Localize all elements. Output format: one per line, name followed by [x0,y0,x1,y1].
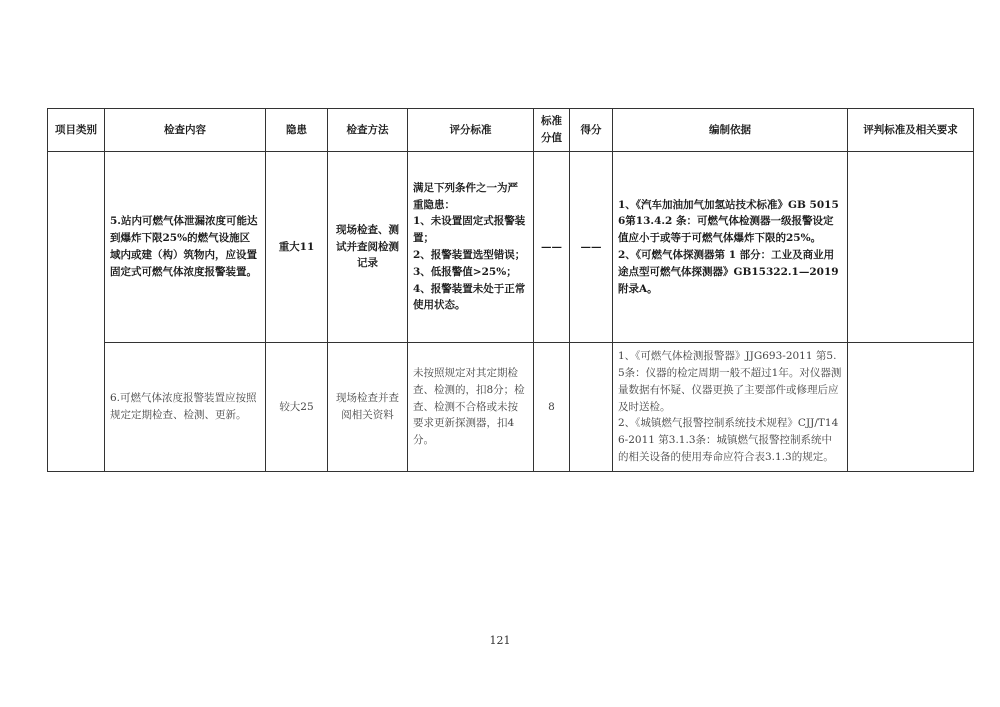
cell-criteria [408,152,534,343]
cell-hazard: 较大25 [266,343,328,472]
criteria-line: 2、报警装置选型错误； [413,249,526,261]
header-content: 检查内容 [105,109,266,152]
cell-content: 6.可燃气体浓度报警装置应按照规定定期检查、检测、更新。 [105,343,266,472]
basis-line: 1、《汽车加油加气加氢站技术标准》GB 50156第13.4.2 条：可燃气体检测器一级报警设定值应小于或等于可燃气体爆炸下限的25%。 [618,198,839,245]
header-got: 得分 [570,109,613,152]
criteria-line: 3、低报警值>25%； [413,265,517,278]
criteria-line: 满足下列条件之一为严重隐患： [413,181,518,211]
header-category: 项目类别 [48,109,105,152]
header-hazard: 隐患 [266,109,328,152]
header-criteria: 评分标准 [408,109,534,152]
basis-line: 2、《可燃气体探测器第 1 部分：工业及商业用途点型可燃气体探测器》GB15322.1—2019 附录A。 [618,249,839,295]
cell-basis [613,152,848,343]
cell-category [48,152,105,472]
criteria-line: 1、未设置固定式报警装置； [413,215,526,245]
table-row [48,152,974,343]
inspection-table [47,108,974,472]
cell-got: —— [570,152,613,343]
header-score: 标准分值 [534,109,570,152]
cell-requirements [848,152,974,343]
cell-method: 现场检查并查阅相关资料 [328,343,408,472]
header-basis: 编制依据 [613,109,848,152]
cell-content: 5.站内可燃气体泄漏浓度可能达到爆炸下限25%的燃气设施区域内或建（构）筑物内，应设置固定式可燃气体浓度报警装置。 [105,152,266,343]
cell-method: 现场检查、测试并查阅检测记录 [328,152,408,343]
basis-line: 1、《可燃气体检测报警器》JJG693-2011 第5.5条：仪器的检定周期一般不超过1年。对仪器测量数据有怀疑、仪器更换了主要部件或修理后应及时送检。 [618,350,842,413]
cell-score: —— [534,152,570,343]
cell-got [570,343,613,472]
page-number: 121 [489,634,511,647]
table-row [48,343,974,472]
header-method: 检查方法 [328,109,408,152]
cell-basis [613,343,848,472]
header-requirements: 评判标准及相关要求 [848,109,974,152]
criteria-line: 4、报警装置未处于正常使用状态。 [413,282,526,312]
cell-score: 8 [534,343,570,472]
criteria-line: 未按照规定对其定期检查、检测的，扣8分；检查、检测不合格或未按要求更新探测器，扣4分。 [413,367,525,447]
cell-criteria [408,343,534,472]
basis-line: 2、《城镇燃气报警控制系统技术规程》CJJ/T146-2011 第3.1.3条：城镇燃气报警控制系统中的相关设备的使用寿命应符合表3.1.3的规定。 [618,417,839,463]
cell-hazard: 重大11 [266,152,328,343]
cell-requirements [848,343,974,472]
header-row [48,109,974,152]
